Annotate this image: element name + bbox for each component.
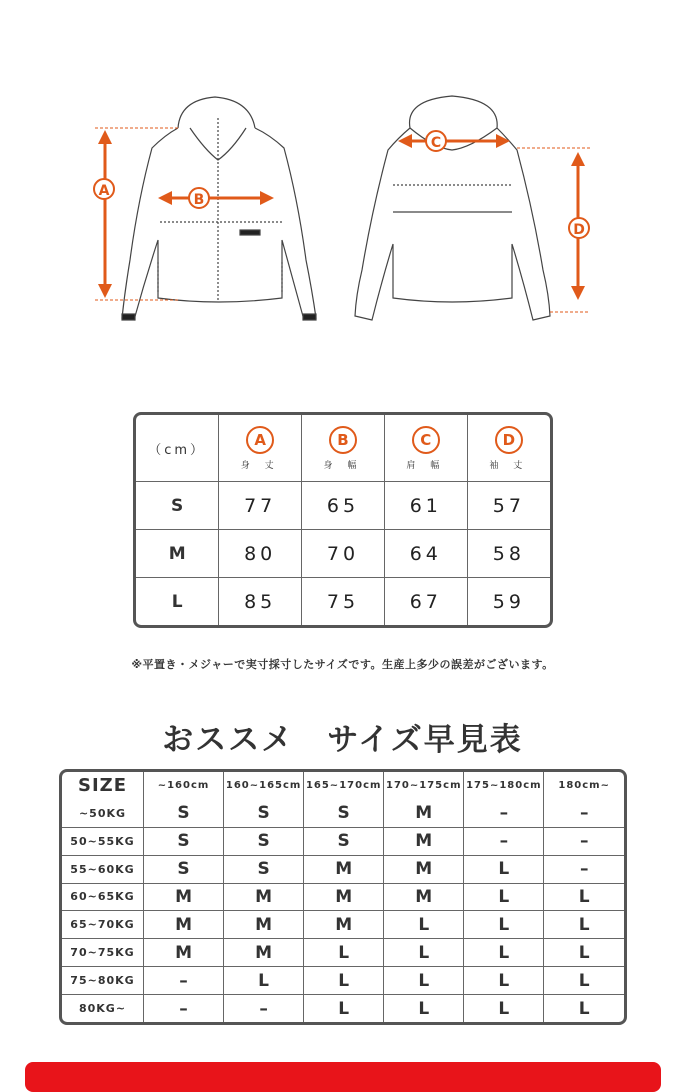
measure-value: 75 [302,578,385,625]
recommend-header-row [62,772,624,800]
recommended-size-cell: S [224,827,304,855]
recommended-size-cell: M [304,883,384,911]
recommended-size-cell: L [544,911,624,939]
measure-value: 57 [467,482,550,530]
measure-value: 77 [219,482,302,530]
recommend-row [62,855,624,883]
letter-badge: C [412,426,440,454]
measurement-row-s [136,482,550,530]
column-label: 身 幅 [323,460,363,471]
height-column-header: 175~180cm [464,772,544,800]
recommended-size-cell: L [384,939,464,967]
letter-badge: D [495,426,523,454]
recommended-size-cell: S [143,855,223,883]
recommended-size-cell: M [224,939,304,967]
recommend-row [62,967,624,995]
recommend-row [62,995,624,1022]
recommended-size-cell: M [384,800,464,827]
recommended-size-cell: L [464,911,544,939]
recommended-size-cell: M [384,883,464,911]
recommended-size-cell: M [224,883,304,911]
recommended-size-cell: M [304,855,384,883]
svg-text:C: C [430,135,442,151]
recommended-size-cell: L [224,967,304,995]
recommended-size-cell: – [544,827,624,855]
svg-text:B: B [193,192,205,208]
recommended-size-cell: – [464,800,544,827]
recommended-size-cell: L [544,883,624,911]
height-column-header: 165~170cm [304,772,384,800]
recommended-size-cell: S [304,827,384,855]
recommended-size-cell: L [544,967,624,995]
recommended-size-cell: S [224,800,304,827]
recommended-size-cell: M [143,939,223,967]
letter-badge: B [329,426,357,454]
height-column-header: 180cm~ [544,772,624,800]
size-recommendation-table [59,769,627,1025]
measurement-row-m [136,530,550,578]
measure-value: 65 [302,482,385,530]
weight-row-label: 75~80KG [62,967,143,995]
size-corner-label: SIZE [62,772,143,800]
recommended-size-cell: – [143,995,223,1022]
recommended-size-cell: L [544,995,624,1022]
weight-row-label: ~50KG [62,800,143,827]
recommended-size-cell: M [143,911,223,939]
weight-row-label: 65~70KG [62,911,143,939]
column-label: 肩 幅 [406,460,446,471]
recommended-size-cell: M [384,855,464,883]
recommended-size-cell: L [464,883,544,911]
recommended-size-cell: M [143,883,223,911]
measurement-note: ※平置き・メジャーで実寸採寸したサイズです。生産上多少の誤差がございます。 [131,658,554,671]
recommend-row [62,800,624,827]
measure-value: 85 [219,578,302,625]
svg-text:D: D [573,222,585,238]
weight-row-label: 80KG~ [62,995,143,1022]
recommended-size-cell: L [464,995,544,1022]
weight-row-label: 50~55KG [62,827,143,855]
size-chart-title: おススメ サイズ早見表 [162,722,523,758]
size-label: L [136,578,219,625]
height-column-header: ~160cm [143,772,223,800]
recommended-size-cell: L [464,855,544,883]
recommended-size-cell: S [304,800,384,827]
recommended-size-cell: L [304,995,384,1022]
letter-badge: A [246,426,274,454]
measure-value: 61 [384,482,467,530]
recommended-size-cell: L [304,967,384,995]
recommended-size-cell: S [143,800,223,827]
recommend-row [62,911,624,939]
size-label: S [136,482,219,530]
recommended-size-cell: – [464,827,544,855]
measurement-row-l [136,578,550,625]
recommended-size-cell: M [304,911,384,939]
recommended-size-cell: L [464,939,544,967]
footer-red-bar [25,1062,661,1092]
svg-text:A: A [98,183,110,199]
weight-row-label: 55~60KG [62,855,143,883]
measure-a [94,128,178,300]
measure-value: 59 [467,578,550,625]
height-column-header: 170~175cm [384,772,464,800]
column-header-d [467,415,550,482]
recommend-row [62,827,624,855]
height-column-header: 160~165cm [224,772,304,800]
unit-label: （cm） [136,415,219,482]
jacket-front-view [122,97,316,320]
column-label: 身 丈 [240,460,280,471]
weight-row-label: 70~75KG [62,939,143,967]
recommended-size-cell: L [304,939,384,967]
measurement-header-row [136,415,550,482]
jacket-diagram [0,0,685,400]
weight-row-label: 60~65KG [62,883,143,911]
recommended-size-cell: – [224,995,304,1022]
measure-value: 80 [219,530,302,578]
recommended-size-cell: L [384,967,464,995]
recommended-size-cell: – [544,855,624,883]
column-header-a [219,415,302,482]
size-label: M [136,530,219,578]
measure-c [398,131,510,151]
measure-d [517,148,590,312]
recommended-size-cell: L [464,967,544,995]
recommended-size-cell: S [224,855,304,883]
jacket-back-view [355,96,550,320]
recommend-row [62,883,624,911]
measure-value: 70 [302,530,385,578]
recommended-size-cell: S [143,827,223,855]
recommended-size-cell: L [544,939,624,967]
column-header-b [302,415,385,482]
recommend-row [62,939,624,967]
measure-value: 58 [467,530,550,578]
recommended-size-cell: M [384,827,464,855]
measurement-table [133,412,553,628]
recommended-size-cell: L [384,995,464,1022]
recommended-size-cell: M [224,911,304,939]
column-header-c [384,415,467,482]
measure-value: 67 [384,578,467,625]
column-label: 袖 丈 [489,460,529,471]
recommended-size-cell: – [544,800,624,827]
recommended-size-cell: L [384,911,464,939]
measure-b [158,188,274,208]
measure-value: 64 [384,530,467,578]
recommended-size-cell: – [143,967,223,995]
